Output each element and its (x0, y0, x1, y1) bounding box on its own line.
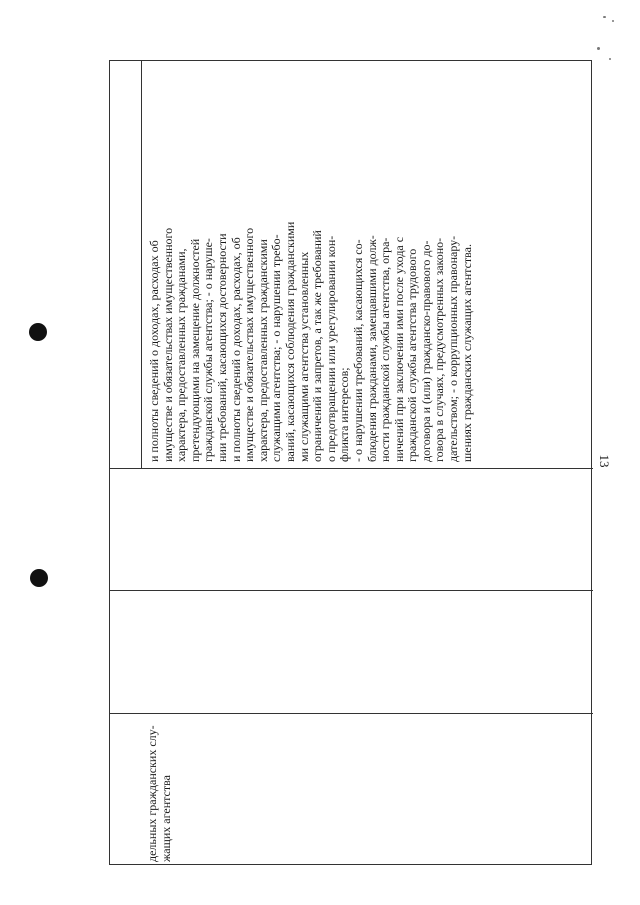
empty-column (110, 591, 593, 714)
page-number: 13 (597, 454, 612, 468)
scan-speck (603, 16, 606, 18)
description-text-line: нии требований, касающихся достоверности (214, 233, 229, 462)
description-cell (142, 61, 593, 468)
description-text-line: и полноты сведений о доходах, расходах, об (228, 237, 243, 462)
description-text-line: договора и (или) гражданско-правового до- (418, 240, 433, 462)
empty-column (110, 469, 593, 591)
description-text-line: имуществе и обязательствах имущественного (160, 227, 175, 462)
description-text-line: ограничений и запретов, а так же требований (310, 230, 325, 462)
description-text-line: говора в случаях, предусмотренных законо- (432, 237, 447, 462)
document-table (109, 60, 592, 865)
description-text-line: гражданской службы агентства трудового (405, 248, 420, 462)
description-column (110, 61, 593, 469)
description-text-line: и полноты сведений о доходах, расходах об (147, 240, 161, 462)
binder-hole (30, 569, 48, 587)
description-text-line: блюдения гражданами, замещавшими долж- (364, 235, 379, 462)
description-text-line: фликта интересов; (337, 367, 352, 462)
description-header-cell (110, 61, 142, 468)
description-text-line: ничений при заключении ими после ухода с (391, 236, 406, 462)
description-text-line: характера, предоставленных гражданскими (255, 239, 270, 462)
description-text-line: о предотвращении или урегулировании кон- (323, 235, 338, 462)
responsible-text-line: жащих агентства (158, 775, 173, 862)
description-text-line: ваний, касающихся соблюдения гражданскими (282, 221, 297, 462)
description-text-line: ми служащими агентства установленных (296, 251, 311, 462)
description-text-line: дательством; - о коррупционных правонару- (446, 235, 461, 462)
binder-hole (29, 323, 47, 341)
scan-speck (597, 47, 600, 50)
responsible-column (110, 714, 593, 866)
description-text-line: претендующими на замещение должностей (187, 238, 202, 462)
description-text-line: ности гражданской службы агентства, огра- (378, 237, 393, 462)
description-text-line: характера, предоставленных гражданами, (174, 248, 189, 462)
description-text-line: - о нарушении требований, касающихся со- (350, 239, 365, 462)
scan-speck (612, 20, 614, 22)
responsible-cell (146, 720, 173, 862)
scan-speck (609, 58, 611, 60)
description-text-line: имуществе и обязательствах имущественного (242, 227, 257, 462)
description-text-line: служащими агентства; - о нарушении требо- (269, 234, 284, 462)
responsible-text-line: дельных гражданских слу- (145, 725, 159, 862)
description-text-line: шениях гражданских служащих агентства. (459, 244, 474, 462)
description-text-line: гражданской службы агентства; - о наруше- (201, 238, 216, 462)
